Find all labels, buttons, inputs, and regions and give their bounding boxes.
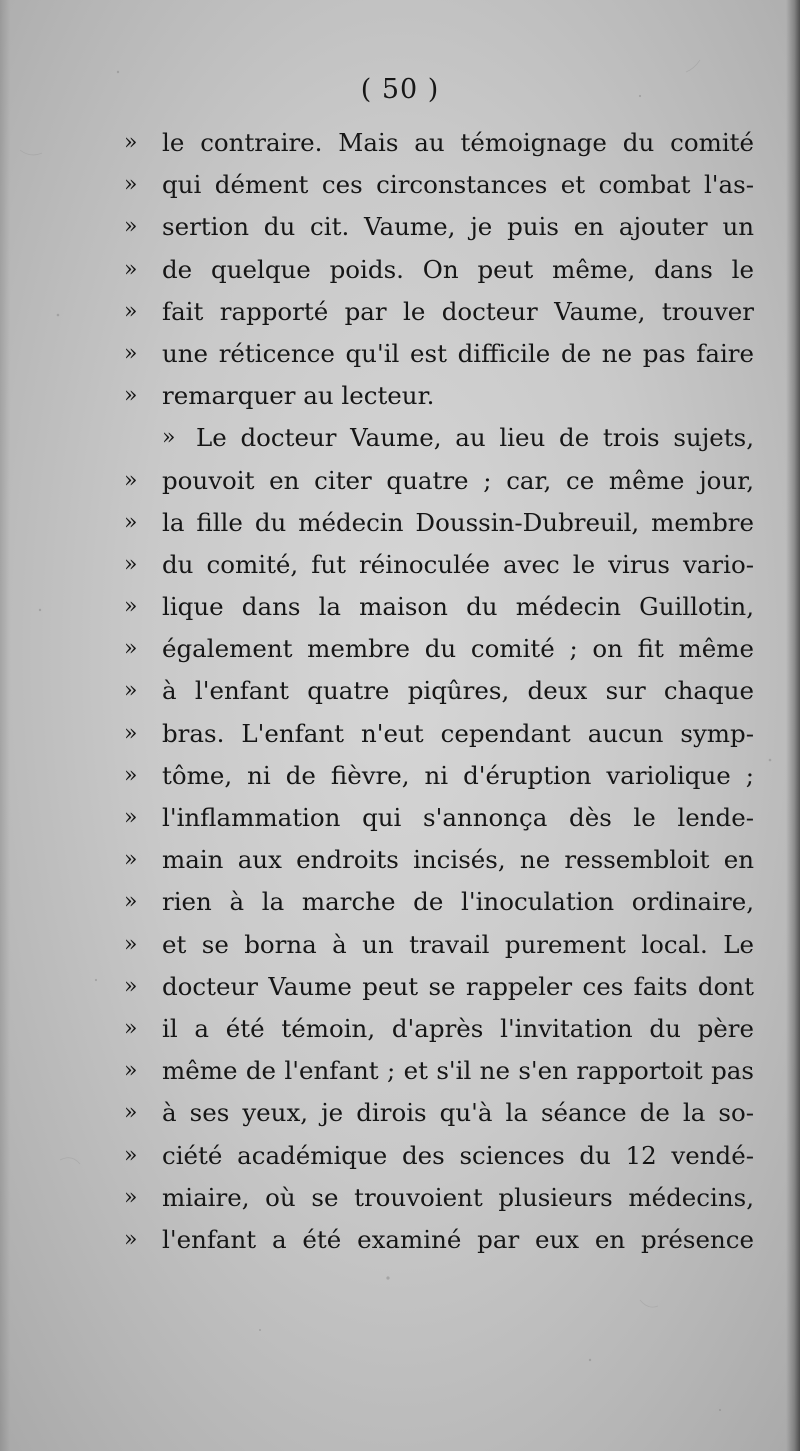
line-text: miaire, où se trouvoient plusieurs médecins, [162, 1182, 754, 1212]
text-line [0, 797, 800, 839]
quotation-mark: » [124, 931, 138, 957]
text-line [0, 1008, 800, 1050]
quotation-mark: » [124, 1058, 138, 1084]
line-text: également membre du comité ; on fit même [162, 634, 754, 664]
line-text: de quelque poids. On peut même, dans le [162, 254, 754, 284]
quotation-mark: » [124, 847, 138, 873]
line-text: ciété académique des sciences du 12 vendé- [162, 1140, 754, 1170]
quotation-mark: » [124, 467, 138, 493]
line-text: sertion du cit. Vaume, je puis en ajouter un [162, 212, 754, 242]
text-line [0, 670, 800, 712]
text-line [0, 586, 800, 628]
quotation-mark: » [124, 383, 138, 409]
line-text: main aux endroits incisés, ne ressembloit en [162, 845, 754, 875]
text-line [0, 628, 800, 670]
text-line [0, 460, 800, 502]
quotation-mark: » [124, 256, 138, 282]
line-text: à l'enfant quatre piqûres, deux sur chaque [162, 676, 754, 706]
text-line [0, 755, 800, 797]
quotation-mark: » [124, 1184, 138, 1210]
quotation-mark: » [124, 1100, 138, 1126]
quotation-mark: » [124, 805, 138, 830]
quotation-mark: » [124, 172, 138, 198]
line-text: lique dans la maison du médecin Guillotin, [162, 592, 754, 622]
quotation-mark: » [124, 551, 138, 577]
text-line [0, 544, 800, 586]
text-line [0, 249, 800, 291]
quotation-mark: » [124, 1142, 138, 1168]
text-line [0, 333, 800, 375]
line-text: même de l'enfant ; et s'il ne s'en rapportoit pas [162, 1056, 754, 1086]
line-text: le contraire. Mais au témoignage du comité [162, 128, 754, 157]
text-line [0, 417, 800, 459]
page-number: ( 50 ) [360, 74, 440, 105]
text-line [0, 164, 800, 206]
quotation-mark: » [124, 678, 138, 704]
quotation-mark: » [124, 889, 138, 915]
line-text: et se borna à un travail purement local. Le [162, 929, 754, 959]
line-text: qui dément ces circonstances et combat l'as- [162, 170, 754, 200]
text-line [0, 1177, 800, 1219]
quotation-mark: » [124, 1015, 138, 1041]
quotation-mark: » [124, 1226, 138, 1252]
quotation-mark: » [124, 720, 138, 746]
quotation-mark: » [124, 509, 138, 535]
line-text: une réticence qu'il est difficile de ne pas faire [162, 338, 754, 368]
quotation-mark: » [124, 594, 138, 620]
text-line [0, 839, 800, 881]
text-line [0, 1092, 800, 1134]
text-line [0, 1050, 800, 1092]
quotation-mark: » [124, 298, 138, 324]
text-line [0, 206, 800, 248]
text-line [0, 881, 800, 923]
line-text: fait rapporté par le docteur Vaume, trouver [162, 296, 754, 326]
line-text: la fille du médecin Doussin-Dubreuil, membre [162, 507, 754, 537]
quotation-mark: » [162, 425, 176, 451]
line-text: il a été témoin, d'après l'invitation du père [162, 1013, 754, 1043]
line-text: rien à la marche de l'inoculation ordinaire, [162, 887, 754, 917]
line-text: à ses yeux, je dirois qu'à la séance de la so- [162, 1098, 754, 1128]
text-line [0, 291, 800, 333]
line-text: remarquer au lecteur. [162, 381, 435, 411]
text-line [0, 375, 800, 417]
text-line [0, 122, 800, 164]
text-line [0, 924, 800, 966]
line-text: du comité, fut réinoculée avec le virus vario- [162, 549, 754, 579]
quotation-mark: » [124, 340, 138, 366]
quotation-mark: » [124, 636, 138, 662]
line-text: l'enfant a été examiné par eux en présence [162, 1224, 754, 1254]
line-text: pouvoit en citer quatre ; car, ce même jour, [162, 465, 754, 495]
quotation-mark: » [124, 973, 138, 999]
text-line [0, 502, 800, 544]
quotation-mark: » [124, 762, 138, 788]
line-text: bras. L'enfant n'eut cependant aucun symp- [162, 718, 754, 748]
quotation-mark: » [124, 214, 138, 240]
line-text: tôme, ni de fièvre, ni d'éruption variolique ; [162, 760, 754, 790]
text-line [0, 1219, 800, 1261]
line-text: docteur Vaume peut se rappeler ces faits dont [162, 971, 754, 1001]
text-line [0, 1135, 800, 1177]
quotation-mark: » [124, 130, 138, 155]
text-line [0, 966, 800, 1008]
body-text [0, 122, 800, 1261]
line-text: Le docteur Vaume, au lieu de trois sujets, [196, 423, 754, 453]
text-line [0, 713, 800, 755]
line-text: l'inflammation qui s'annonça dès le lende- [162, 803, 754, 832]
